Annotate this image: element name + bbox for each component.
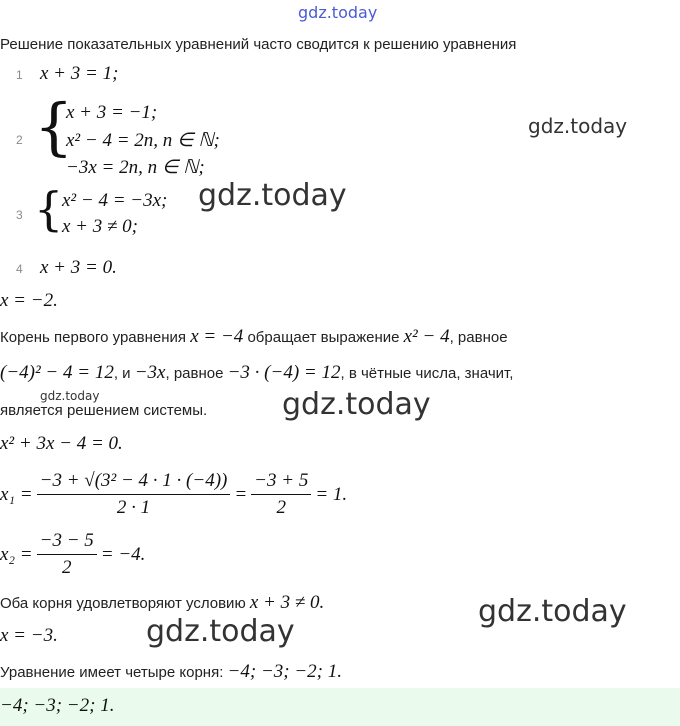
system-2-line-1: x + 3 = −1; [66, 102, 158, 123]
system-2-line-2: x² − 4 = 2n, n ∈ ℕ; [66, 130, 220, 151]
answer-box [0, 688, 680, 726]
watermark: gdz.today [40, 389, 100, 403]
paragraph-line-1: Корень первого уравнения x = −4 обращает выражение x² − 4, равное [0, 326, 508, 347]
equation-1: x + 3 = 1; [40, 63, 119, 84]
x1-formula: x₁ = $\frac{\text{−3 + √(3² − 4 · 1 · (−4))}}{2 \cdot 1}$ = $\frac{-3 + 5}{2}$ = 1. [0, 470, 348, 518]
equation-4: x + 3 = 0. [40, 257, 117, 278]
quadratic-equation: x² + 3x − 4 = 0. [0, 433, 123, 454]
system-2-line-3: −3x = 2n, n ∈ ℕ; [66, 157, 205, 178]
paragraph-line-2: (−4)² − 4 = 12, и −3x, равное −3 · (−4) = 12, в чётные числа, значит, [0, 362, 514, 383]
intro-text: Решение показательных уравнений часто сводится к решению уравнения [0, 36, 517, 53]
watermark: gdz.today [146, 614, 295, 649]
watermark-top: gdz.today [298, 3, 378, 22]
item-number: 4 [16, 262, 23, 276]
watermark: gdz.today [478, 594, 627, 629]
four-roots-text: Уравнение имеет четыре корня: −4; −3; −2; 1. [0, 661, 342, 682]
both-roots-text: Оба корня удовлетворяют условию x + 3 ≠ 0. [0, 592, 325, 613]
watermark: gdz.today [282, 387, 431, 422]
system-brace: { [34, 182, 64, 236]
item-number: 3 [16, 208, 23, 222]
system-3-line-2: x + 3 ≠ 0; [62, 216, 139, 237]
x2-formula: x₂ = $\frac{-3 - 5}{2}$ = −4. [0, 530, 146, 578]
system-3-line-1: x² − 4 = −3x; [62, 190, 168, 211]
system-brace: { [34, 90, 74, 163]
watermark: gdz.today [528, 114, 628, 138]
item-number: 1 [16, 68, 23, 82]
watermark: gdz.today [198, 178, 347, 213]
paragraph-line-3: является решением системы. [0, 402, 208, 419]
solution-x-minus-3: x = −3. [0, 625, 58, 646]
solution-x-minus-2: x = −2. [0, 290, 58, 311]
answer-value: −4; −3; −2; 1. [0, 695, 115, 716]
item-number: 2 [16, 133, 23, 147]
